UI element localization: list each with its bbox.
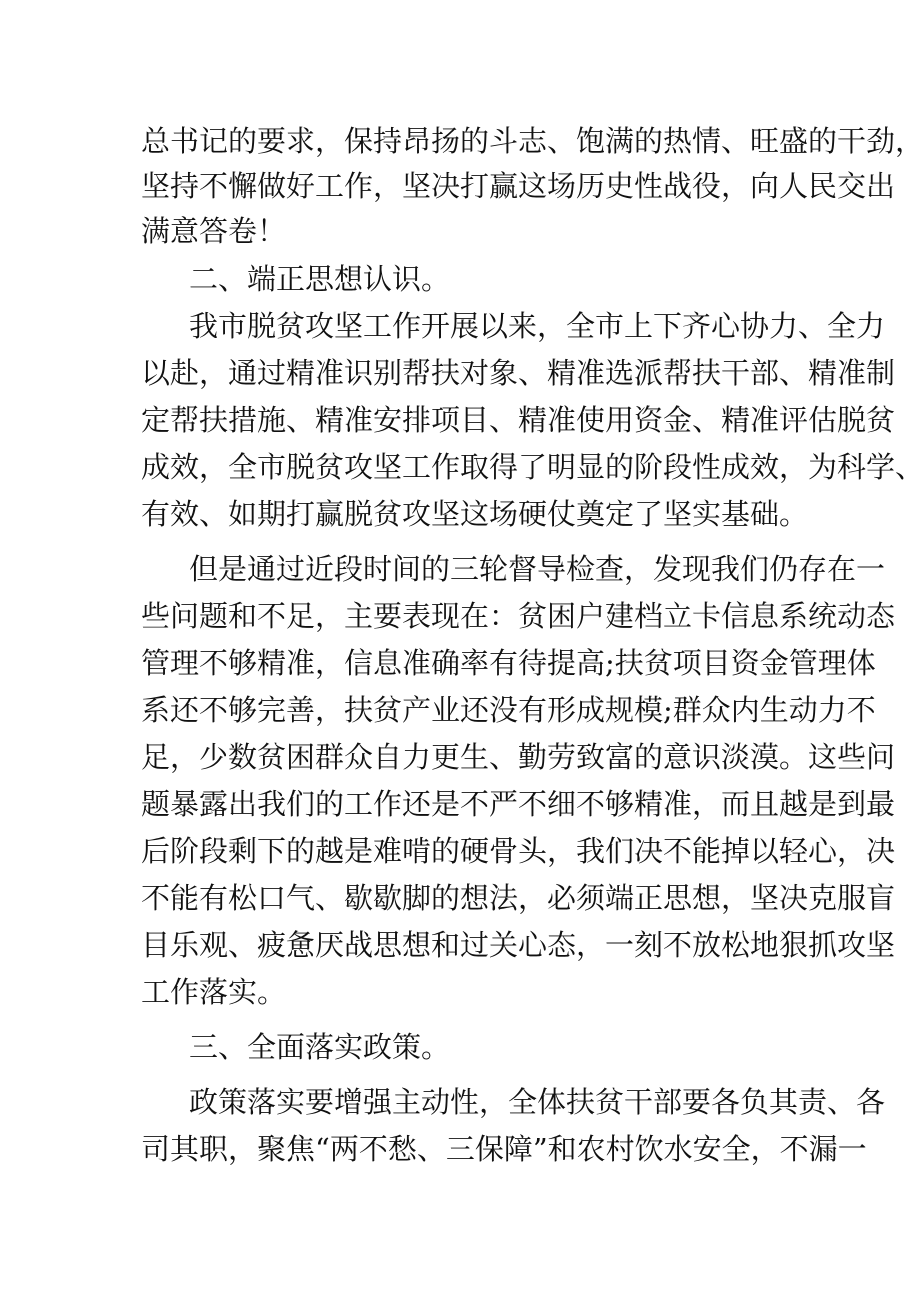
text-line: 目乐观、疲惫厌战思想和过关心态，一刻不放松地狠抓攻坚 [141,928,896,962]
text-line: 定帮扶措施、精准安排项目、精准使用资金、精准评估脱贫 [141,403,896,437]
text-line: 后阶段剩下的越是难啃的硬骨头，我们决不能掉以轻心，决 [141,834,896,868]
text-line: 工作落实。 [141,975,287,1009]
text-line: 我市脱贫攻坚工作开展以来，全市上下齐心协力、全力 [189,309,886,343]
text-line: 题暴露出我们的工作还是不严不细不够精准，而且越是到最 [141,787,896,821]
text-line: 坚持不懈做好工作，坚决打赢这场历史性战役，向人民交出 [141,169,896,203]
text-line: 成效，全市脱贫攻坚工作取得了明显的阶段性成效，为科学、 [141,450,924,484]
text-line: 司其职，聚焦“两不愁、三保障”和农村饮水安全，不漏一 [141,1132,867,1166]
text-line: 政策落实要增强主动性，全体扶贫干部要各负其责、各 [189,1085,886,1119]
text-line: 以赴，通过精准识别帮扶对象、精准选派帮扶干部、精准制 [141,356,896,390]
text-line: 系还不够完善，扶贫产业还没有形成规模;群众内生动力不 [141,693,876,727]
text-line: 总书记的要求，保持昂扬的斗志、饱满的热情、旺盛的干劲， [141,124,924,158]
section-heading: 二、端正思想认识。 [189,262,451,296]
text-line: 些问题和不足，主要表现在：贫困户建档立卡信息系统动态 [141,599,896,633]
text-line: 满意答卷！ [141,214,287,248]
text-line: 不能有松口气、歇歇脚的想法，必须端正思想，坚决克服盲 [141,881,896,915]
text-line: 足，少数贫困群众自力更生、勤劳致富的意识淡漠。这些问 [141,740,896,774]
section-heading: 三、全面落实政策。 [189,1030,451,1064]
text-line: 有效、如期打赢脱贫攻坚这场硬仗奠定了坚实基础。 [141,497,809,531]
text-line: 但是通过近段时间的三轮督导检查，发现我们仍存在一 [189,552,886,586]
text-line: 管理不够精准，信息准确率有待提高;扶贫项目资金管理体 [141,646,876,680]
